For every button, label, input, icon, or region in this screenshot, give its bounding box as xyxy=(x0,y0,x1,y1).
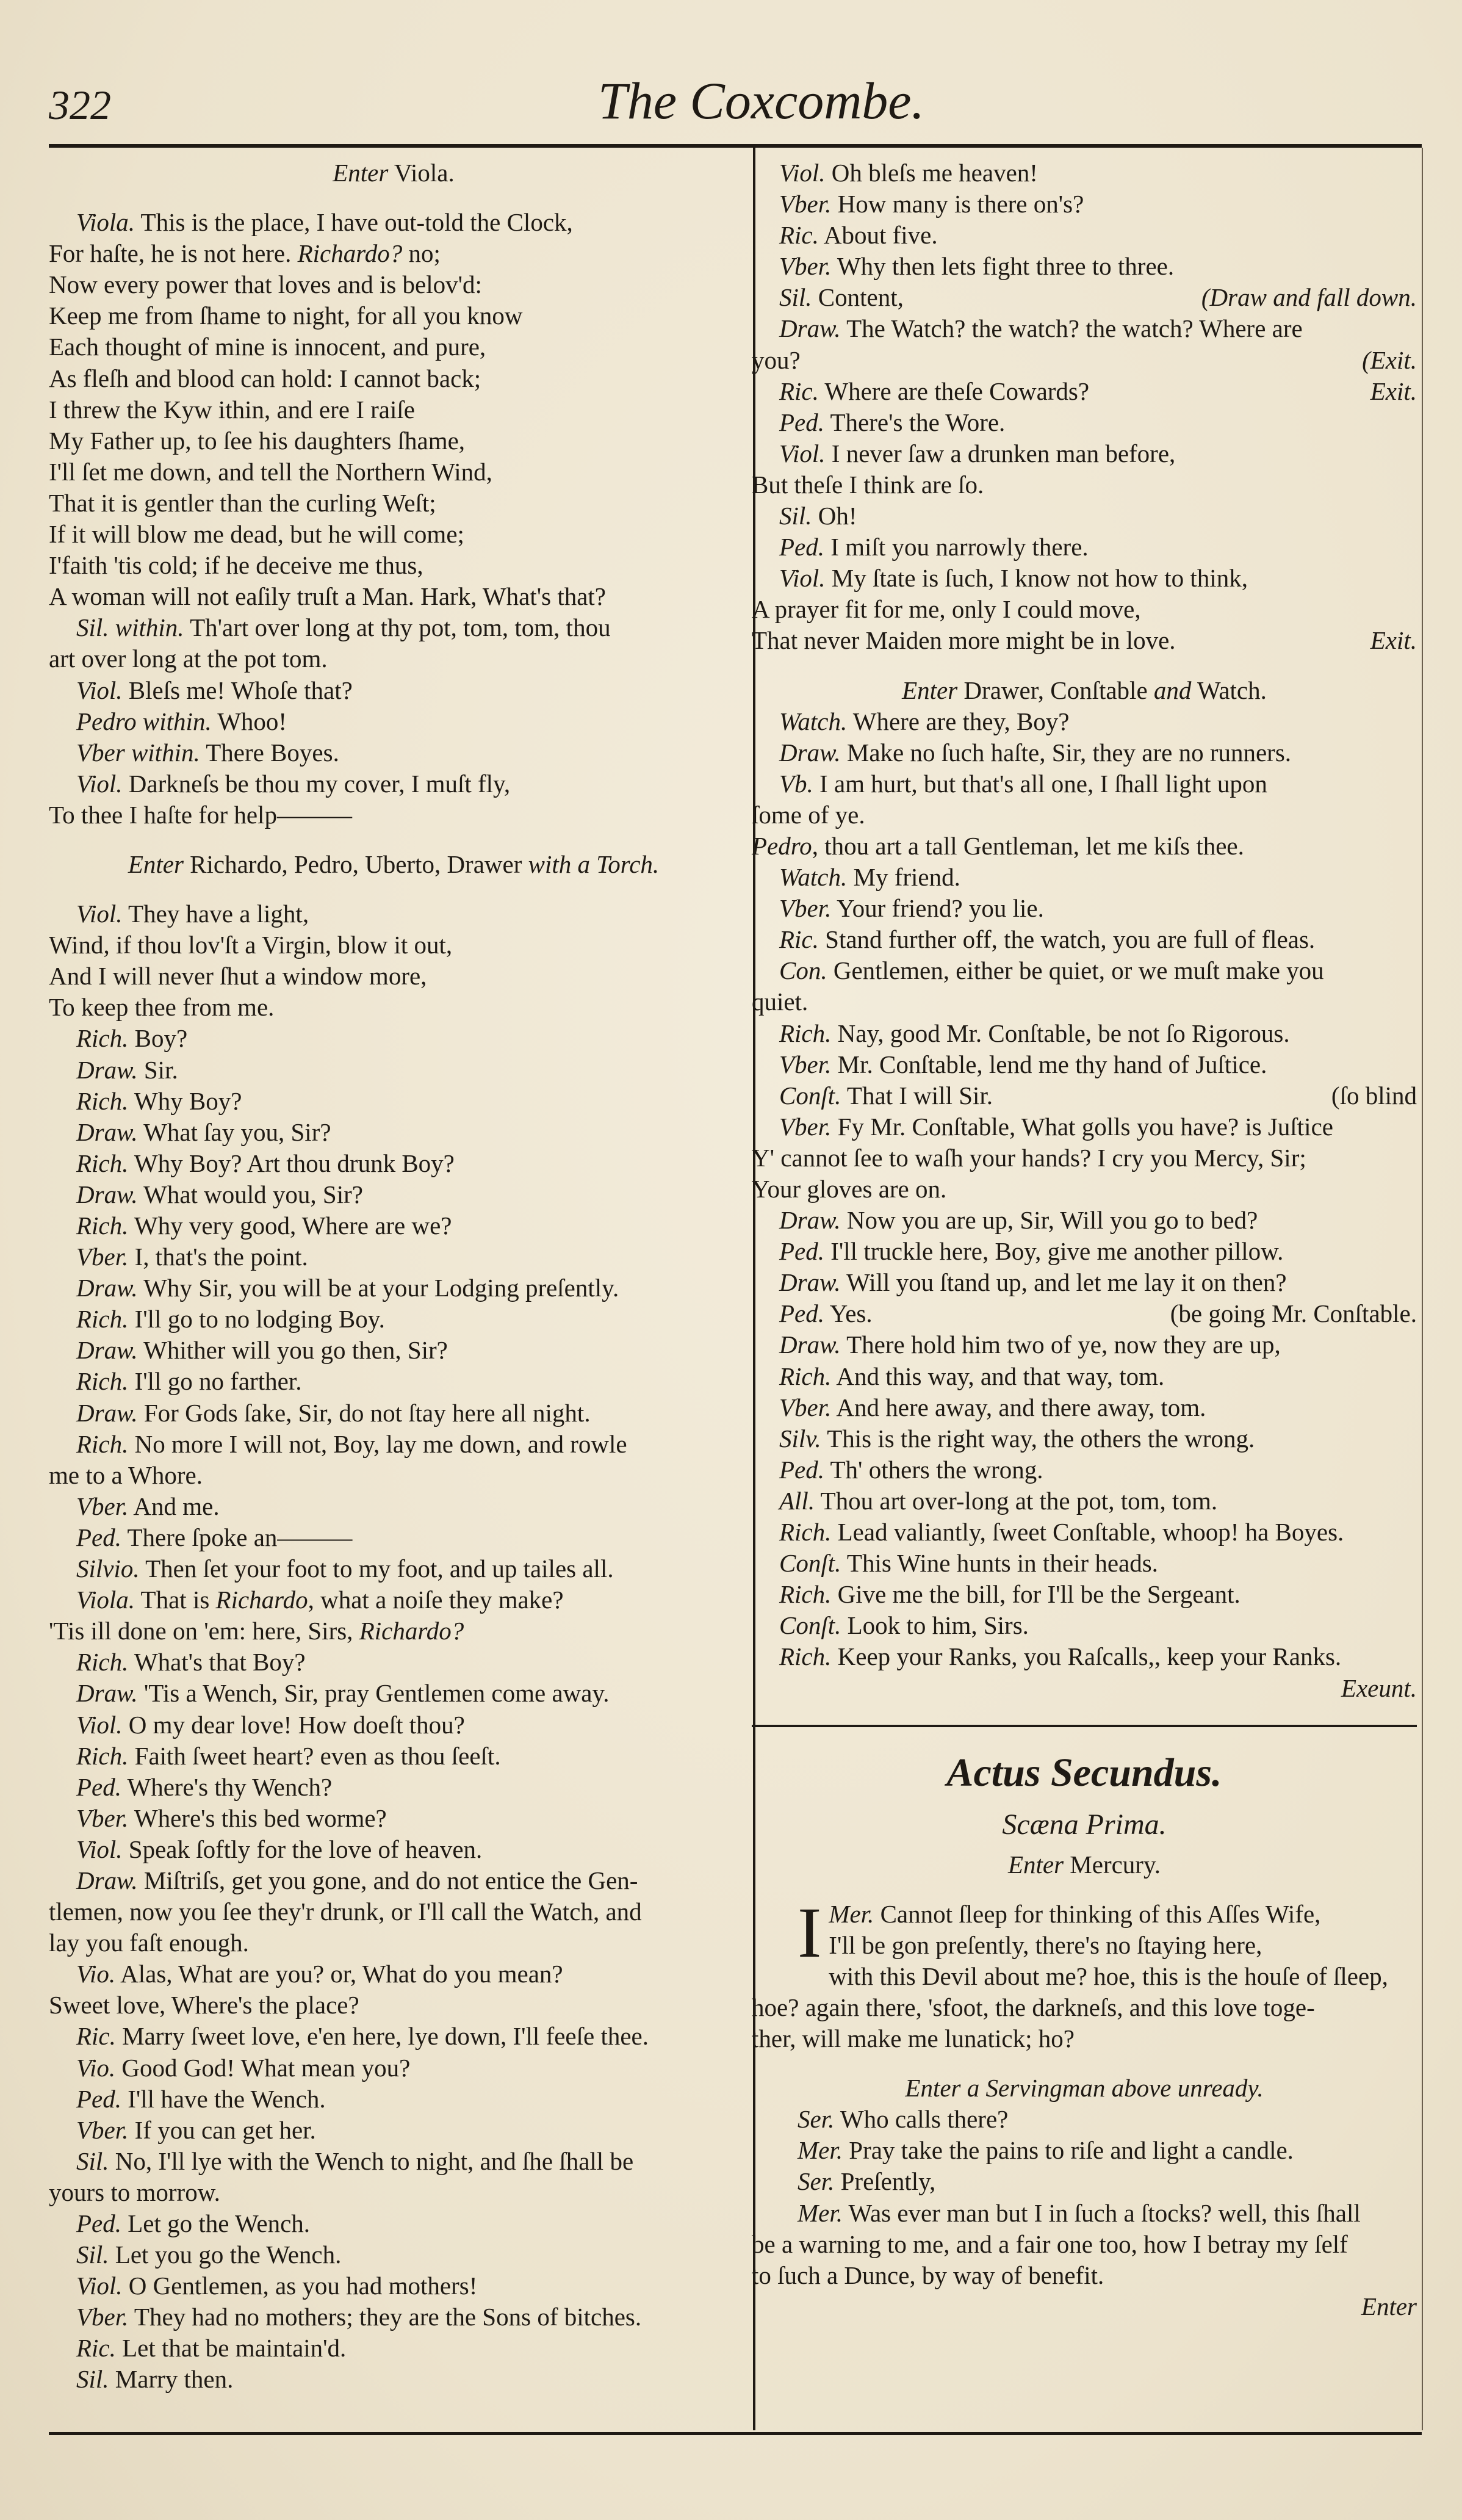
verse-line: Viol. O my dear love! How doeſt thou? xyxy=(76,1710,465,1739)
verse-line: Sil. within. Th'art over long at thy pot, tom, tom, thou xyxy=(76,613,611,642)
verse-line: Ser. Who calls there? xyxy=(798,2105,1009,2134)
verse-line: Vber. Why then lets fight three to three. xyxy=(779,252,1175,281)
verse-line: A woman will not eaſily truſt a Man. Hark, What's that? xyxy=(49,582,606,611)
verse-line: Ped. Let go the Wench. xyxy=(76,2209,311,2237)
spacer xyxy=(49,880,738,898)
verse-line: But theſe I think are ſo. xyxy=(752,470,984,499)
verse-line: yours to morrow. xyxy=(49,2178,220,2206)
verse-line: Draw. The Watch? the watch? the watch? Where are xyxy=(779,314,1303,343)
verse-line: Vio. Alas, What are you? or, What do you mean? xyxy=(76,1960,563,1988)
verse-line: Viol. Oh bleſs me heaven! xyxy=(779,159,1038,187)
verse-line: Rich. Faith ſweet heart? even as thou ſeeſt. xyxy=(76,1741,501,1770)
verse-line: Rich. Why Boy? xyxy=(76,1086,242,1115)
verse-line: Ped. I'll truckle here, Boy, give me another pillow. xyxy=(779,1237,1284,1266)
verse-line: Vber. Mr. Conſtable, lend me thy hand of Juſtice. xyxy=(779,1050,1267,1078)
verse-line: Vber. If you can get her. xyxy=(76,2115,316,2144)
stage-direction: Enter Richardo, Pedro, Uberto, Drawer with a Torch. xyxy=(128,850,660,878)
verse-line: Ric. Let that be maintain'd. xyxy=(76,2334,347,2363)
verse-line: Mer. Was ever man but I in ſuch a ſtocks? well, this ſhall xyxy=(798,2198,1361,2227)
verse-line: Rich. I'll go no farther. xyxy=(76,1367,302,1396)
verse-line: That never Maiden more might be in love. Exit. xyxy=(752,625,1417,656)
verse-line: Viol. They have a light, xyxy=(76,900,309,928)
verse-line: Vber. Where's this bed worme? xyxy=(76,1803,387,1832)
verse-line: I'faith 'tis cold; if he deceive me thus, xyxy=(49,551,423,580)
verse-line: Ped. Where's thy Wench? xyxy=(76,1772,333,1801)
verse-line: Viol. Speak ſoftly for the love of heaven. xyxy=(76,1835,483,1863)
verse-line: My Father up, to ſee his daughters ſhame, xyxy=(49,426,466,455)
exit-direction: (be going Mr. Conſtable. xyxy=(1170,1299,1417,1328)
verse-line: Draw. What ſay you, Sir? xyxy=(76,1117,331,1146)
verse-line: Ser. Preſently, xyxy=(798,2167,936,2196)
verse-line: If it will blow me dead, but he will come; xyxy=(49,520,464,549)
verse-line: Ped. I miſt you narrowly there. xyxy=(779,533,1089,561)
verse-line: Draw. There hold him two of ye, now they are up, xyxy=(779,1330,1281,1359)
verse-line: Rich. What's that Boy? xyxy=(76,1648,306,1677)
verse-line: Ped. Th' others the wrong. xyxy=(779,1455,1043,1484)
verse-line: Mer. Pray take the pains to riſe and light a candle. xyxy=(798,2136,1294,2165)
exit-direction: Exit. xyxy=(1370,626,1417,655)
verse-line: That it is gentler than the curling Weſt; xyxy=(49,488,436,517)
verse-line: lay you faſt enough. xyxy=(49,1929,249,1957)
verse-line: Pedro within. Whoo! xyxy=(76,707,287,735)
verse-line: Draw. What would you, Sir? xyxy=(76,1180,363,1208)
right-border-rule xyxy=(1422,148,1423,2430)
verse-line xyxy=(752,2291,1417,2322)
verse-line: hoe? again there, 'sfoot, the darkneſs, and this love toge- xyxy=(752,1993,1315,2021)
verse-line: Viola. This is the place, I have out-told the Clock, xyxy=(76,208,573,237)
verse-line: with this Devil about me? hoe, this is the houſe of ſleep, xyxy=(829,1962,1388,1990)
verse-line: Rich. No more I will not, Boy, lay me down, and rowle xyxy=(76,1429,627,1458)
verse-line: Now every power that loves and is belov'd: xyxy=(49,270,482,299)
verse-line: Draw. Why Sir, you will be at your Lodging preſently. xyxy=(76,1274,619,1302)
verse-line: Sweet love, Where's the place? xyxy=(49,1991,359,2020)
verse-line: Vber. Your friend? you lie. xyxy=(779,894,1044,923)
verse-line: Watch. Where are they, Boy? xyxy=(779,707,1070,735)
verse-line: Each thought of mine is innocent, and pure, xyxy=(49,333,486,361)
verse-line: ſome of ye. xyxy=(752,800,865,829)
verse-line: be a warning to me, and a fair one too, how I betray my ſelf xyxy=(752,2229,1348,2258)
verse-line: Silvio. Then ſet your foot to my foot, and up tailes all. xyxy=(76,1554,614,1583)
verse-line: Draw. Sir. xyxy=(76,1055,178,1084)
verse-line: Draw. Miſtriſs, get you gone, and do not entice the Gen- xyxy=(76,1866,638,1894)
verse-line: Vber. And here away, and there away, tom. xyxy=(779,1393,1206,1421)
verse-line: Your gloves are on. xyxy=(752,1175,947,1203)
verse-line: Vio. Good God! What mean you? xyxy=(76,2053,411,2082)
verse-line: Viol. Bleſs me! Whoſe that? xyxy=(76,676,353,704)
running-title: The Coxcombe. xyxy=(598,71,924,130)
header-rule xyxy=(49,144,1422,148)
exit-direction: Exeunt. xyxy=(1341,1673,1417,1702)
footer-rule xyxy=(49,2432,1422,2435)
verse-line: Viol. O Gentlemen, as you had mothers! xyxy=(76,2272,478,2300)
verse-line: Sil. No, I'll lye with the Wench to night, and ſhe ſhall be xyxy=(76,2146,634,2175)
spacer xyxy=(49,831,738,849)
verse-line: Viola. That is Richardo, what a noiſe they make? xyxy=(76,1586,564,1614)
verse-line: And I will never ſhut a window more, xyxy=(49,962,427,991)
page-header xyxy=(49,66,1422,133)
verse-line: Ped. I'll have the Wench. xyxy=(76,2084,326,2113)
verse-line: art over long at the pot tom. xyxy=(49,644,328,673)
verse-line: Draw. Now you are up, Sir, Will you go to bed? xyxy=(779,1206,1258,1235)
verse-line: Ric. Where are theſe Cowards? Exit. xyxy=(752,376,1417,407)
verse-line: Sil. Marry then. xyxy=(76,2365,234,2394)
verse-line: Draw. 'Tis a Wench, Sir, pray Gentlemen come away. xyxy=(76,1679,610,1708)
stage-direction: Enter Drawer, Conſtable and Watch. xyxy=(902,676,1267,704)
verse-line: Ric. About five. xyxy=(779,221,938,250)
spacer xyxy=(752,2054,1417,2073)
act-divider-rule xyxy=(752,1725,1417,1727)
verse-line: Ped. There's the Wore. xyxy=(779,408,1006,436)
verse-line: Sil. Content, (Draw and fall down. xyxy=(752,282,1417,313)
verse-line: Vber. Fy Mr. Conſtable, What golls you have? is Juſtice xyxy=(779,1112,1333,1141)
page-number: 322 xyxy=(49,82,111,128)
verse-line: Vber. I, that's the point. xyxy=(76,1243,308,1271)
exit-direction: Exit. xyxy=(1370,377,1417,405)
verse-line: Rich. Keep your Ranks, you Raſcalls,, keep your Ranks. xyxy=(779,1642,1342,1671)
verse-line: Viol. Darkneſs be thou my cover, I muſt fly, xyxy=(76,769,511,798)
spacer xyxy=(752,1880,1417,1899)
verse-line: me to a Whore. xyxy=(49,1460,203,1489)
verse-line: Ped. There ſpoke an——— xyxy=(76,1523,353,1551)
stage-direction: Enter a Servingman above unready. xyxy=(905,2074,1264,2103)
verse-line: 'Tis ill done on 'em: here, Sirs, Richardo? xyxy=(49,1617,464,1645)
spacer xyxy=(752,657,1417,675)
verse-line: Conſt. This Wine hunts in their heads. xyxy=(779,1549,1158,1578)
verse-line: To keep thee from me. xyxy=(49,993,275,1022)
exit-direction: (ſo blind xyxy=(1331,1081,1417,1110)
verse-line: I'll ſet me down, and tell the Northern Wind, xyxy=(49,457,492,486)
exit-direction: (Draw and fall down. xyxy=(1201,283,1417,312)
verse-line: I threw the Kyw ithin, and ere I raiſe xyxy=(49,395,415,424)
verse-line: Rich. Boy? xyxy=(76,1024,188,1053)
verse-line xyxy=(752,1673,1417,1704)
verse-line: Draw. Make no ſuch haſte, Sir, they are no runners. xyxy=(779,738,1292,767)
verse-line: Wind, if thou lov'ſt a Virgin, blow it out, xyxy=(49,931,453,959)
exit-direction: Enter xyxy=(1361,2292,1417,2320)
stage-direction: Enter Mercury. xyxy=(1007,1850,1161,1879)
verse-line: Rich. Why very good, Where are we? xyxy=(76,1211,452,1240)
verse-line: Keep me from ſhame to night, for all you know xyxy=(49,301,523,330)
verse-line: All. Thou art over-long at the pot, tom, tom. xyxy=(779,1486,1218,1515)
act-heading: Actus Secundus. xyxy=(946,1750,1222,1795)
verse-line: For haſte, he is not here. Richardo? no; xyxy=(49,239,441,268)
verse-line: A prayer fit for me, only I could move, xyxy=(752,595,1141,624)
right-column xyxy=(752,157,1417,2322)
verse-line: Conſt. That I will Sir. (ſo blind xyxy=(752,1080,1417,1111)
verse-line: quiet. xyxy=(752,987,808,1016)
left-column xyxy=(49,157,738,2395)
verse-line: To thee I haſte for help——— xyxy=(49,800,352,829)
verse-line: Vber. They had no mothers; they are the Sons of bitches. xyxy=(76,2303,642,2331)
verse-line: you? (Exit. xyxy=(752,345,1417,376)
verse-line: Sil. Let you go the Wench. xyxy=(76,2240,342,2269)
verse-line: Watch. My friend. xyxy=(779,863,960,892)
verse-line: Con. Gentlemen, either be quiet, or we muſt make you xyxy=(779,956,1324,985)
exit-direction: (Exit. xyxy=(1362,345,1417,374)
stage-direction: Enter Viola. xyxy=(333,159,455,187)
verse-line: As fleſh and blood can hold: I cannot back; xyxy=(49,364,481,392)
verse-line: Rich. Nay, good Mr. Conſtable, be not ſo Rigorous. xyxy=(779,1019,1290,1047)
verse-line: Vber. And me. xyxy=(76,1492,220,1520)
verse-line: Sil. Oh! xyxy=(779,502,857,530)
verse-line: Draw. For Gods ſake, Sir, do not ſtay here all night. xyxy=(76,1398,591,1427)
verse-line: Vber within. There Boyes. xyxy=(76,738,339,767)
verse-line: Pedro, thou art a tall Gentleman, let me kiſs thee. xyxy=(752,831,1244,860)
verse-line: Vb. I am hurt, but that's all one, I ſhall light upon xyxy=(779,769,1267,798)
verse-line: Conſt. Look to him, Sirs. xyxy=(779,1611,1029,1640)
verse-line: tlemen, now you ſee they'r drunk, or I'll call the Watch, and xyxy=(49,1897,642,1926)
verse-line: Draw. Whither will you go then, Sir? xyxy=(76,1336,448,1365)
drop-cap-speech: Mer. I Cannot ſleep for thinking of this Aſſes Wife, I'll be gon preſently, there's no ſtaying here, xyxy=(798,1892,1321,1973)
verse-line: Ped. Yes. (be going Mr. Conſtable. xyxy=(752,1298,1417,1329)
verse-line: Y' cannot ſee to waſh your hands? I cry you Mercy, Sir; xyxy=(752,1143,1306,1172)
verse-line: Silv. This is the right way, the others the wrong. xyxy=(779,1424,1255,1453)
verse-line: Ric. Marry ſweet love, e'en here, lye down, I'll feeſe thee. xyxy=(76,2022,649,2051)
verse-line: Ric. Stand further off, the watch, you are full of fleas. xyxy=(779,925,1316,954)
spacer xyxy=(49,189,738,207)
verse-line: ther, will make me lunatick; ho? xyxy=(752,2024,1075,2053)
verse-line: Rich. And this way, and that way, tom. xyxy=(779,1362,1165,1390)
verse-line: Rich. Lead valiantly, ſweet Conſtable, whoop! ha Boyes. xyxy=(779,1518,1344,1547)
verse-line: Draw. Will you ſtand up, and let me lay it on then? xyxy=(779,1268,1287,1297)
verse-line: Rich. Give me the bill, for I'll be the Sergeant. xyxy=(779,1580,1241,1609)
verse-line: Viol. My ſtate is ſuch, I know not how to think, xyxy=(779,564,1248,593)
verse-line: Viol. I never ſaw a drunken man before, xyxy=(779,439,1176,468)
verse-line: Rich. I'll go to no lodging Boy. xyxy=(76,1305,385,1334)
verse-line: Vber. How many is there on's? xyxy=(779,190,1084,218)
verse-line: Rich. Why Boy? Art thou drunk Boy? xyxy=(76,1149,455,1177)
verse-line: to ſuch a Dunce, by way of benefit. xyxy=(752,2261,1104,2289)
scene-heading: Scæna Prima. xyxy=(1002,1808,1167,1841)
